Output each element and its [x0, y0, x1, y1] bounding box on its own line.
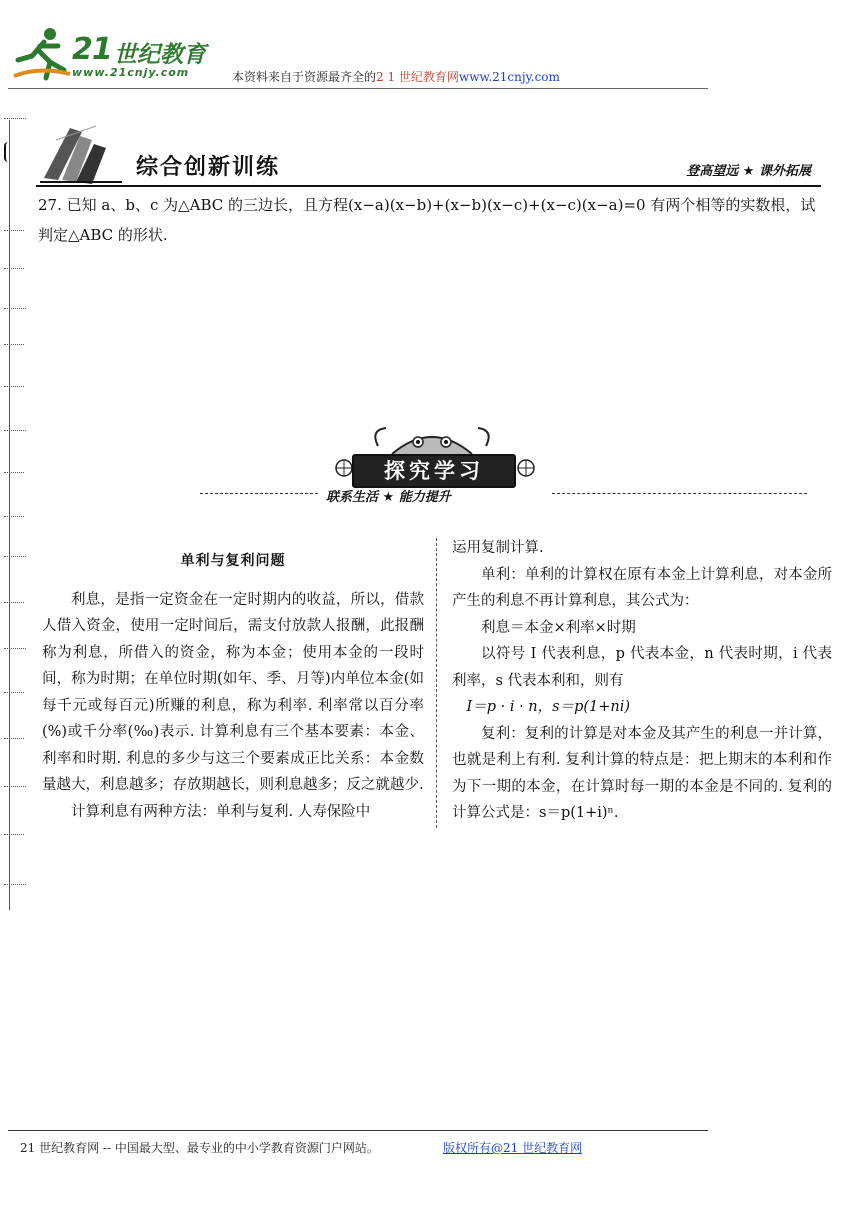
logo-url: www.21cnjy.com: [72, 66, 190, 79]
compound-interest-definition: 复利：复利的计算是对本金及其产生的利息一并计算，也就是利上有利. 复利计算的特点是：把上期末的本利和作为下一期的本金，在计算时每一期的本金是不同的. 复利的计算公式是：s＝p(1+i)ⁿ.: [452, 725, 832, 821]
margin-mark: [4, 602, 24, 603]
margin-mark: [4, 516, 24, 517]
article-heading: 单利与复利问题: [180, 553, 286, 569]
margin-line: [9, 120, 10, 910]
header-note-url[interactable]: www.21cnjy.com: [458, 70, 560, 84]
banner-rule-left: [200, 493, 318, 494]
margin-mark: [4, 230, 24, 231]
column-divider: [436, 538, 437, 828]
section-title: 综合创新训练: [136, 155, 281, 180]
margin-bracket: [4, 142, 12, 162]
article-paragraph: 计算利息有两种方法：单利与复利. 人寿保险中: [71, 803, 371, 820]
header-divider: [8, 88, 708, 89]
article-right-column: [452, 535, 832, 827]
section-banner-innovation: [36, 120, 821, 190]
article-left-column: [42, 548, 424, 825]
margin-mark: [4, 118, 26, 119]
footer-site-description: 21 世纪教育网 -- 中国最大型、最专业的中小学教育资源门户网站。: [20, 1141, 379, 1155]
books-decoration-icon: [36, 120, 126, 186]
section-title-box: [352, 454, 516, 488]
article-continuation: 运用复制计算.: [452, 540, 544, 556]
margin-mark: [4, 386, 24, 387]
header-note-site[interactable]: 2 1 世纪教育网: [376, 70, 459, 84]
margin-mark: [4, 692, 24, 693]
margin-mark: [4, 430, 26, 431]
runner-logo-icon: [10, 26, 74, 82]
problem-text: 已知 a、b、c 为△ABC 的三边长，且方程(x−a)(x−b)+(x−b)(x−c)+(x−c)(x−a)=0 有两个相等的实数根，试判定△ABC 的形状.: [38, 196, 816, 244]
section-subtitle: 登高望远 ★ 课外拓展: [686, 164, 811, 179]
header-source-note: [232, 68, 560, 85]
footer-divider: [8, 1130, 708, 1131]
banner-rule-right: [552, 493, 807, 494]
logo-brand-text: 世纪教育: [114, 42, 206, 68]
article-paragraph: 利息，是指一定资金在一定时期内的收益，所以，借款人借入资金，使用一定时间后，需支付放款人报酬，此报酬称为利息，所借入的资金，称为本金；使用本金的一段时间，称为时期；在单位时期(如年、季、月等)内单位本金(如每千元或每百元)所赚的利息，称为利率. 利率常以百分率(%)或千分率(‰)表示. 计算利息有三个基本要素：本金、利率和时期. 利息的多少与这三个要素成正比关系：本金数量越大，利息越多；存放期越长，则利息越多；反之就越少.: [42, 591, 424, 793]
header-note-prefix: 本资料来自于资源最齐全的: [232, 70, 377, 84]
simple-interest-definition: 单利：单利的计算权在原有本金上计算利息，对本金所产生的利息不再计算利息，其公式为：: [452, 566, 832, 609]
simple-interest-formula: I＝p · i · n，s＝p(1+ni): [466, 699, 631, 715]
margin-mark: [4, 556, 26, 557]
margin-mark: [4, 308, 26, 309]
symbol-definitions: 以符号 I 代表利息，p 代表本金，n 代表时期，i 代表利率，s 代表本利和，则有: [452, 646, 832, 689]
footer-copyright-link[interactable]: 版权所有@21 世纪教育网: [443, 1141, 583, 1155]
margin-mark: [4, 268, 24, 269]
margin-mark: [4, 648, 26, 649]
margin-mark: [4, 786, 26, 787]
margin-mark: [4, 472, 24, 473]
section-subtitle: 联系生活 ★ 能力提升: [326, 490, 451, 505]
simple-interest-formula-text: 利息＝本金×利率×时期: [481, 619, 636, 636]
margin-mark: [4, 884, 26, 885]
section-title: 探究学习: [384, 459, 484, 483]
problem-number: 27.: [38, 196, 62, 214]
margin-mark: [4, 834, 24, 835]
banner-rule: [36, 185, 821, 187]
margin-mark: [4, 738, 24, 739]
problem-27: [38, 190, 828, 250]
logo-number: 21: [72, 32, 112, 67]
site-logo[interactable]: [10, 26, 215, 84]
margin-mark: [4, 344, 24, 345]
